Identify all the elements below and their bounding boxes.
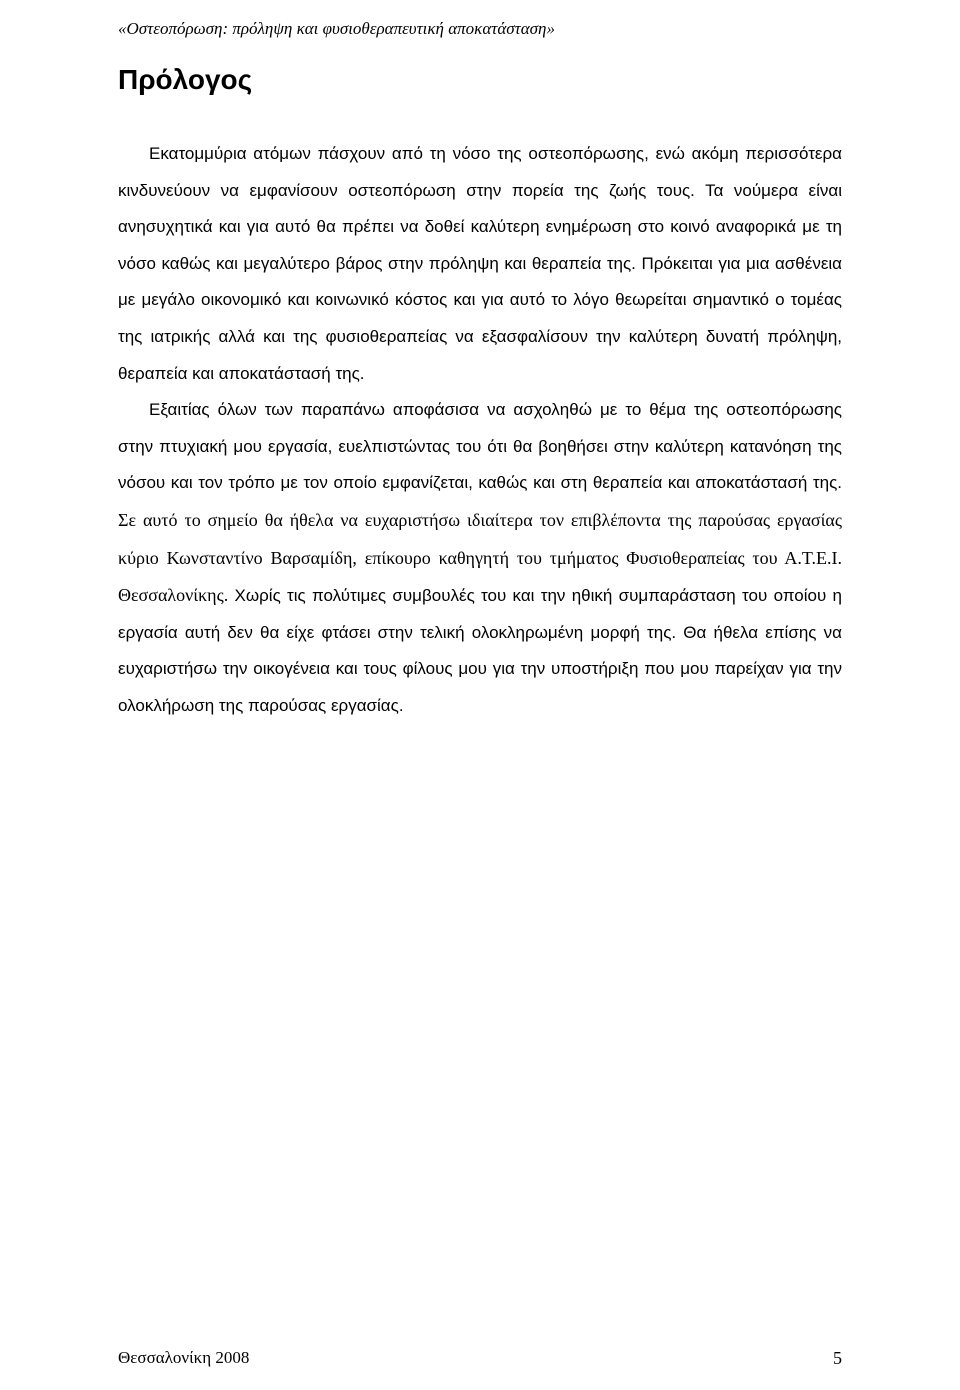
page-number: 5 bbox=[833, 1348, 842, 1368]
paragraph-2-part-3: Χωρίς τις πολύτιμες συμβουλές του και την ηθική συμπαράσταση του οποίου η εργασία αυτή δεν θα είχε φτάσει στην τελική ολοκληρωμένη μορφή της. Θα ήθελα επίσης να ευχαριστήσω την οικογένεια και τους φίλους μου για την υποστήριξη που μου παρείχαν για την ολοκλήρωση της παρούσας εργασίας. bbox=[118, 586, 842, 715]
paragraph-2 bbox=[118, 392, 842, 724]
paragraph-2-part-1: Εξαιτίας όλων των παραπάνω αποφάσισα να ασχοληθώ με το θέμα της οστεοπόρωσης στην πτυχιακή μου εργασία, ευελπιστώντας του ότι θα βοηθήσει στην καλύτερη κατανόηση της νόσου και τον τρόπο με τον οποίο εμφανίζεται, καθώς και στη θεραπεία και αποκατάστασή της. bbox=[118, 400, 842, 493]
paragraph-1: Εκατομμύρια ατόμων πάσχουν από τη νόσο της οστεοπόρωσης, ενώ ακόμη περισσότερα κινδυνεύουν να εμφανίσουν οστεοπόρωση στην πορεία της ζωής τους. Τα νούμερα είναι ανησυχητικά και για αυτό θα πρέπει να δοθεί καλύτερη ενημέρωση στο κοινό αναφορικά με τη νόσο καθώς και μεγαλύτερο βάρος στην πρόληψη και θεραπεία της. Πρόκειται για μια ασθένεια με μεγάλο οικονομικό και κοινωνικό κόστος και για αυτό το λόγο θεωρείται σημαντικό ο τομέας της ιατρικής αλλά και της φυσιοθεραπείας να εξασφαλίσουν την καλύτερη δυνατή πρόληψη, θεραπεία και αποκατάστασή της. bbox=[118, 144, 842, 383]
running-header: «Οστεοπόρωση: πρόληψη και φυσιοθεραπευτική αποκατάσταση» bbox=[118, 19, 555, 38]
page-title: Πρόλογος bbox=[118, 64, 253, 95]
paragraph-2-part-2: Σε αυτό το σημείο θα ήθελα να ευχαριστήσω ιδιαίτερα τον επιβλέποντα της παρούσας εργασίας κύριο Κωνσταντίνο Βαρσαμίδη, επίκουρο καθηγητή του τμήματος Φυσιοθεραπείας του Α.Τ.Ε.Ι. Θεσσαλονίκης. bbox=[118, 509, 842, 606]
footer-place-year: Θεσσαλονίκη 2008 bbox=[118, 1348, 250, 1367]
body-text bbox=[118, 136, 842, 725]
